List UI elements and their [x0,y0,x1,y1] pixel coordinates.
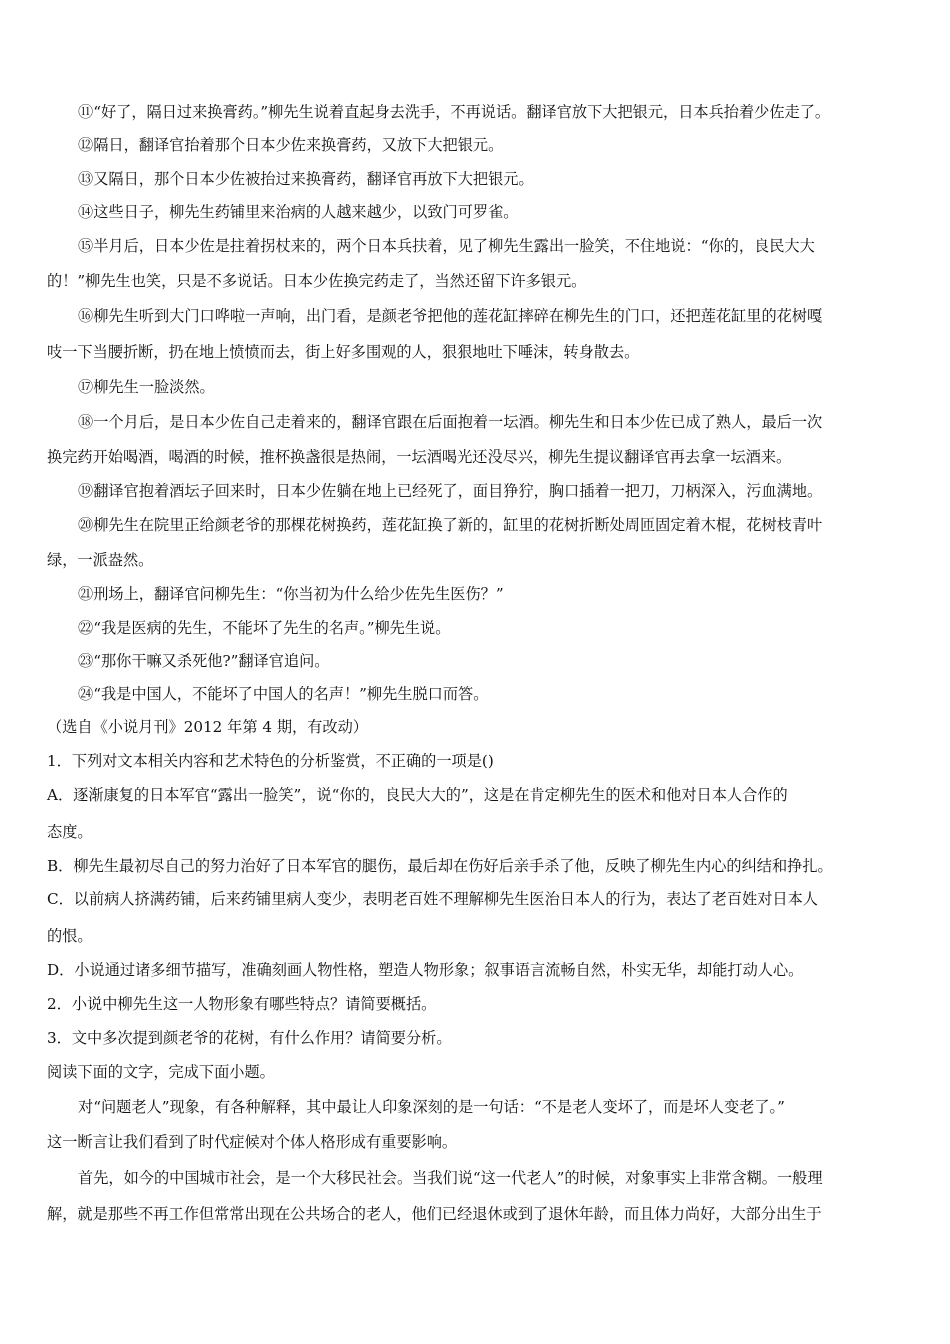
question-3: 3．文中多次提到颜老爷的花树，有什么作用？请简要分析。 [47,1029,452,1047]
story-line: ㉔“我是中国人，不能坏了中国人的名声！”柳先生脱口而答。 [78,685,489,703]
question-1: 1．下列对文本相关内容和艺术特色的分析鉴赏，不正确的一项是() [47,752,494,770]
story-line: ⑬又隔日，那个日本少佐被抬过来换膏药，翻译官再放下大把银元。 [78,170,534,188]
essay-line: 对“问题老人”现象，有各种解释，其中最让人印象深刻的是一句话：“不是老人变坏了，而是坏人变老了。” [78,1098,785,1116]
story-line: ㉑刑场上，翻译官问柳先生：“你当初为什么给少佐先生医伤？” [78,585,504,603]
story-line: ⑳柳先生在院里正给颜老爷的那棵花树换药，莲花缸换了新的，缸里的花树折断处周匝固定着木棍，花树枝青叶 [78,516,823,534]
story-line: ⑮半月后，日本少佐是拄着拐杖来的，两个日本兵扶着，见了柳先生露出一脸笑，不住地说：“你的，良民大大 [78,237,815,255]
option-c: C．以前病人挤满药铺，后来药铺里病人变少，表明老百姓不理解柳先生医治日本人的行为，表达了老百姓对日本人 [47,890,818,908]
story-line: 换完药开始喝酒，喝酒的时候，推杯换盏很是热闹，一坛酒喝光还没尽兴，柳先生提议翻译官再去拿一坛酒来。 [47,448,792,466]
story-line: ㉒“我是医病的先生，不能坏了先生的名声。”柳先生说。 [78,619,451,637]
story-line: 的！”柳先生也笑，只是不多说话。日本少佐换完药走了，当然还留下许多银元。 [47,272,587,290]
story-line: ⑯柳先生听到大门口哗啦一声响，出门看，是颜老爷把他的莲花缸摔碎在柳先生的门口，还把莲花缸里的花树嘎 [78,307,823,325]
story-line: ⑪“好了，隔日过来换膏药。”柳先生说着直起身去洗手，不再说话。翻译官放下大把银元，日本兵抬着少佐走了。 [78,103,831,121]
essay-line: 解，就是那些不再工作但常常出现在公共场合的老人，他们已经退休或到了退休年龄，而且体力尚好，大部分出生于 [47,1205,822,1223]
option-a: A．逐渐康复的日本军官“露出一脸笑”，说“你的，良民大大的”，这是在肯定柳先生的医术和他对日本人合作的 [47,786,788,804]
story-line: ⑫隔日，翻译官抬着那个日本少佐来换膏药，又放下大把银元。 [78,136,504,154]
source-note: （选自《小说月刊》2012 年第 4 期，有改动） [47,718,368,736]
option-d: D．小说通过诸多细节描写，准确刻画人物性格，塑造人物形象；叙事语言流畅自然，朴实无华，却能打动人心。 [47,961,804,979]
option-c: 的恨。 [47,927,93,945]
story-line: ⑲翻译官抱着酒坛子回来时，日本少佐躺在地上已经死了，面目狰狞，胸口插着一把刀，刀柄深入，污血满地。 [78,482,823,500]
question-2: 2．小说中柳先生这一人物形象有哪些特点？请简要概括。 [47,995,437,1013]
story-line: 绿，一派盎然。 [47,551,154,569]
story-line: ㉓“那你干嘛又杀死他?”翻译官追问。 [78,652,330,670]
story-line: 吱一下当腰折断，扔在地上愤愤而去，街上好多围观的人，狠狠地吐下唾沫，转身散去。 [47,343,640,361]
essay-line: 这一断言让我们看到了时代症候对个体人格形成有重要影响。 [47,1133,458,1151]
story-line: ⑰柳先生一脸淡然。 [78,378,215,396]
story-line: ⑭这些日子，柳先生药铺里来治病的人越来越少，以致门可罗雀。 [78,203,519,221]
essay-line: 首先，如今的中国城市社会，是一个大移民社会。当我们说“这一代老人”的时候，对象事实上非常含糊。一般理 [78,1169,823,1187]
story-line: ⑱一个月后，是日本少佐自己走着来的，翻译官跟在后面抱着一坛酒。柳先生和日本少佐已成了熟人，最后一次 [78,413,823,431]
option-b: B．柳先生最初尽自己的努力治好了日本军官的腿伤，最后却在伤好后亲手杀了他，反映了柳先生内心的纠结和挣扎。 [47,857,833,875]
reading-intro: 阅读下面的文字，完成下面小题。 [47,1063,275,1081]
option-a: 态度。 [47,823,93,841]
